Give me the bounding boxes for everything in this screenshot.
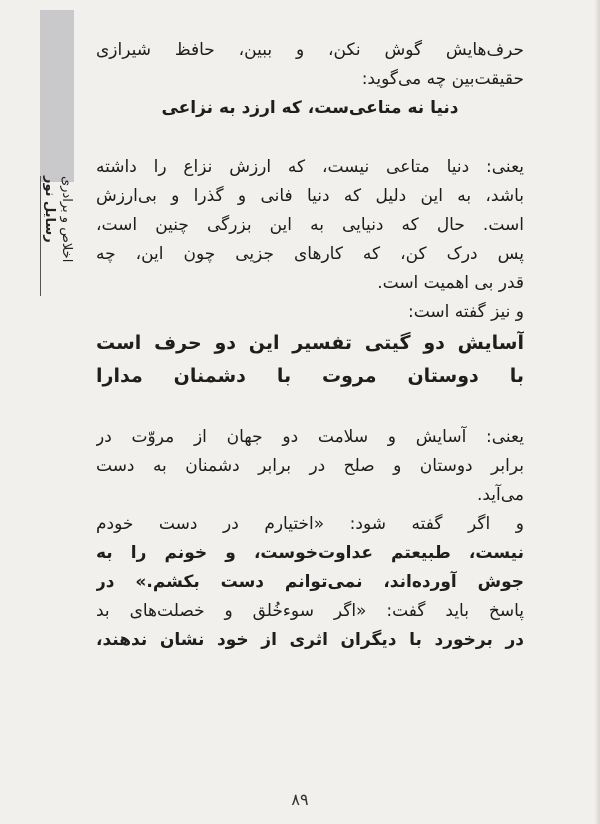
text-line: می‌آید.: [476, 485, 524, 505]
text-line: است. حال که دنیایی به این بزرگی چنین است،: [96, 215, 524, 235]
text-line: برابر دوستان و صلح در برابر دشمنان به دست: [96, 456, 524, 476]
text-line: در برخورد با دیگران اثری از خود نشان ندهند،: [96, 630, 524, 650]
quote-line: دنیا نه متاعی‌ست، که ارزد به نزاعی: [161, 98, 459, 118]
verse-line: آسایش دو گیتی تفسیر این دو حرف است: [96, 332, 524, 354]
page-body: [96, 36, 524, 655]
page-number: ۸۹: [291, 790, 309, 809]
text-line: نیست، طبیعتم عداوت‌خوست، و خونم را به: [96, 543, 524, 563]
chapter-tab: [40, 10, 74, 182]
text-line: یعنی: آسایش و سلامت دو جهان از مروّت در: [96, 427, 524, 447]
text-line: یعنی: دنیا متاعی نیست، که ارزش نزاع را داشته: [96, 157, 524, 177]
book-title: رسایل نور: [42, 176, 57, 243]
text-line: حقیقت‌بین چه می‌گوید:: [361, 69, 524, 89]
page-edge: [594, 0, 600, 824]
text-line: باشد، به این دلیل که دنیا فانی و گذرا و بی‌ارزش: [96, 186, 524, 206]
text-line: قدر بی اهمیت است.: [377, 273, 524, 293]
chapter-title: اخلاص و برادری: [59, 176, 74, 263]
text-line: جوش آورده‌اند، نمی‌توانم دست بکشم.» در: [96, 572, 524, 592]
verse-line: با دوستان مروت با دشمنان مدارا: [96, 365, 524, 387]
running-header: [40, 176, 75, 296]
text-line: پس درک کن، که کارهای جزیی چون این، چه: [96, 244, 524, 264]
text-line: و نیز گفته است:: [408, 302, 524, 322]
text-line: و اگر گفته شود: «اختیارم در دست خودم: [96, 514, 524, 534]
text-line: حرف‌هایش گوش نکن، و ببین، حافظ شیرازی: [96, 40, 524, 60]
text-line: پاسخ باید گفت: «اگر سوءخُلق و خصلت‌های بد: [96, 601, 524, 621]
